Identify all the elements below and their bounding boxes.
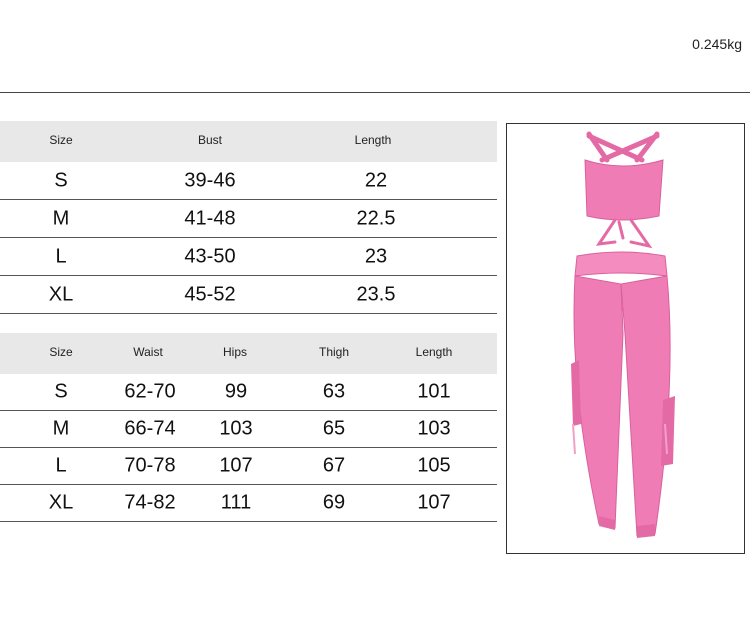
table-row [0, 485, 497, 522]
table-row [0, 162, 497, 200]
cell-hips: 107 [219, 454, 253, 477]
cell-thigh: 69 [322, 491, 346, 514]
cell-hips: 111 [220, 491, 252, 514]
cell-length: 103 [417, 417, 451, 440]
cell-size: L [55, 454, 67, 477]
cell-size: XL [48, 283, 74, 305]
cell-thigh: 63 [322, 380, 346, 403]
cell-size: S [54, 169, 68, 191]
table-row [0, 448, 497, 485]
table-row [0, 411, 497, 448]
cell-hips: 103 [219, 417, 253, 440]
cell-waist: 62-70 [124, 380, 176, 403]
pants-size-table [0, 333, 497, 522]
header-length: Length [415, 345, 453, 359]
cell-thigh: 67 [322, 454, 346, 477]
header-waist: Waist [133, 345, 163, 359]
table-header [0, 333, 497, 374]
cell-bust: 45-52 [184, 283, 236, 305]
header-hips: Hips [222, 345, 248, 359]
header-bust: Bust [197, 133, 223, 147]
header-thigh: Thigh [318, 345, 350, 359]
product-weight: 0.245kg [692, 36, 742, 52]
product-image [506, 123, 745, 554]
cell-hips: 99 [224, 380, 248, 403]
cell-length: 107 [417, 491, 451, 514]
cell-size: XL [48, 491, 74, 514]
top-size-table [0, 121, 497, 314]
header-length: Length [354, 133, 392, 147]
cell-waist: 70-78 [124, 454, 176, 477]
cell-waist: 66-74 [124, 417, 176, 440]
table-row [0, 238, 497, 276]
cell-length: 22 [364, 169, 388, 191]
cell-size: M [52, 207, 70, 229]
table-header [0, 121, 497, 162]
cell-size: M [52, 417, 70, 440]
cell-bust: 39-46 [184, 169, 236, 191]
cell-size: S [54, 380, 68, 403]
cell-bust: 43-50 [184, 245, 236, 267]
table-row [0, 200, 497, 238]
divider-line [0, 92, 750, 93]
cell-thigh: 65 [322, 417, 346, 440]
cell-length: 101 [417, 380, 451, 403]
crop-top-icon [585, 134, 663, 246]
header-size: Size [49, 133, 73, 147]
cell-length: 23 [364, 245, 388, 267]
cell-bust: 41-48 [184, 207, 236, 229]
cell-length: 105 [417, 454, 451, 477]
cell-length: 23.5 [356, 283, 396, 305]
cell-size: L [55, 245, 67, 267]
cell-waist: 74-82 [124, 491, 176, 514]
header-size: Size [49, 345, 73, 359]
cell-length: 22.5 [356, 207, 396, 229]
table-row [0, 374, 497, 411]
table-row [0, 276, 497, 314]
pants-icon [571, 252, 675, 538]
